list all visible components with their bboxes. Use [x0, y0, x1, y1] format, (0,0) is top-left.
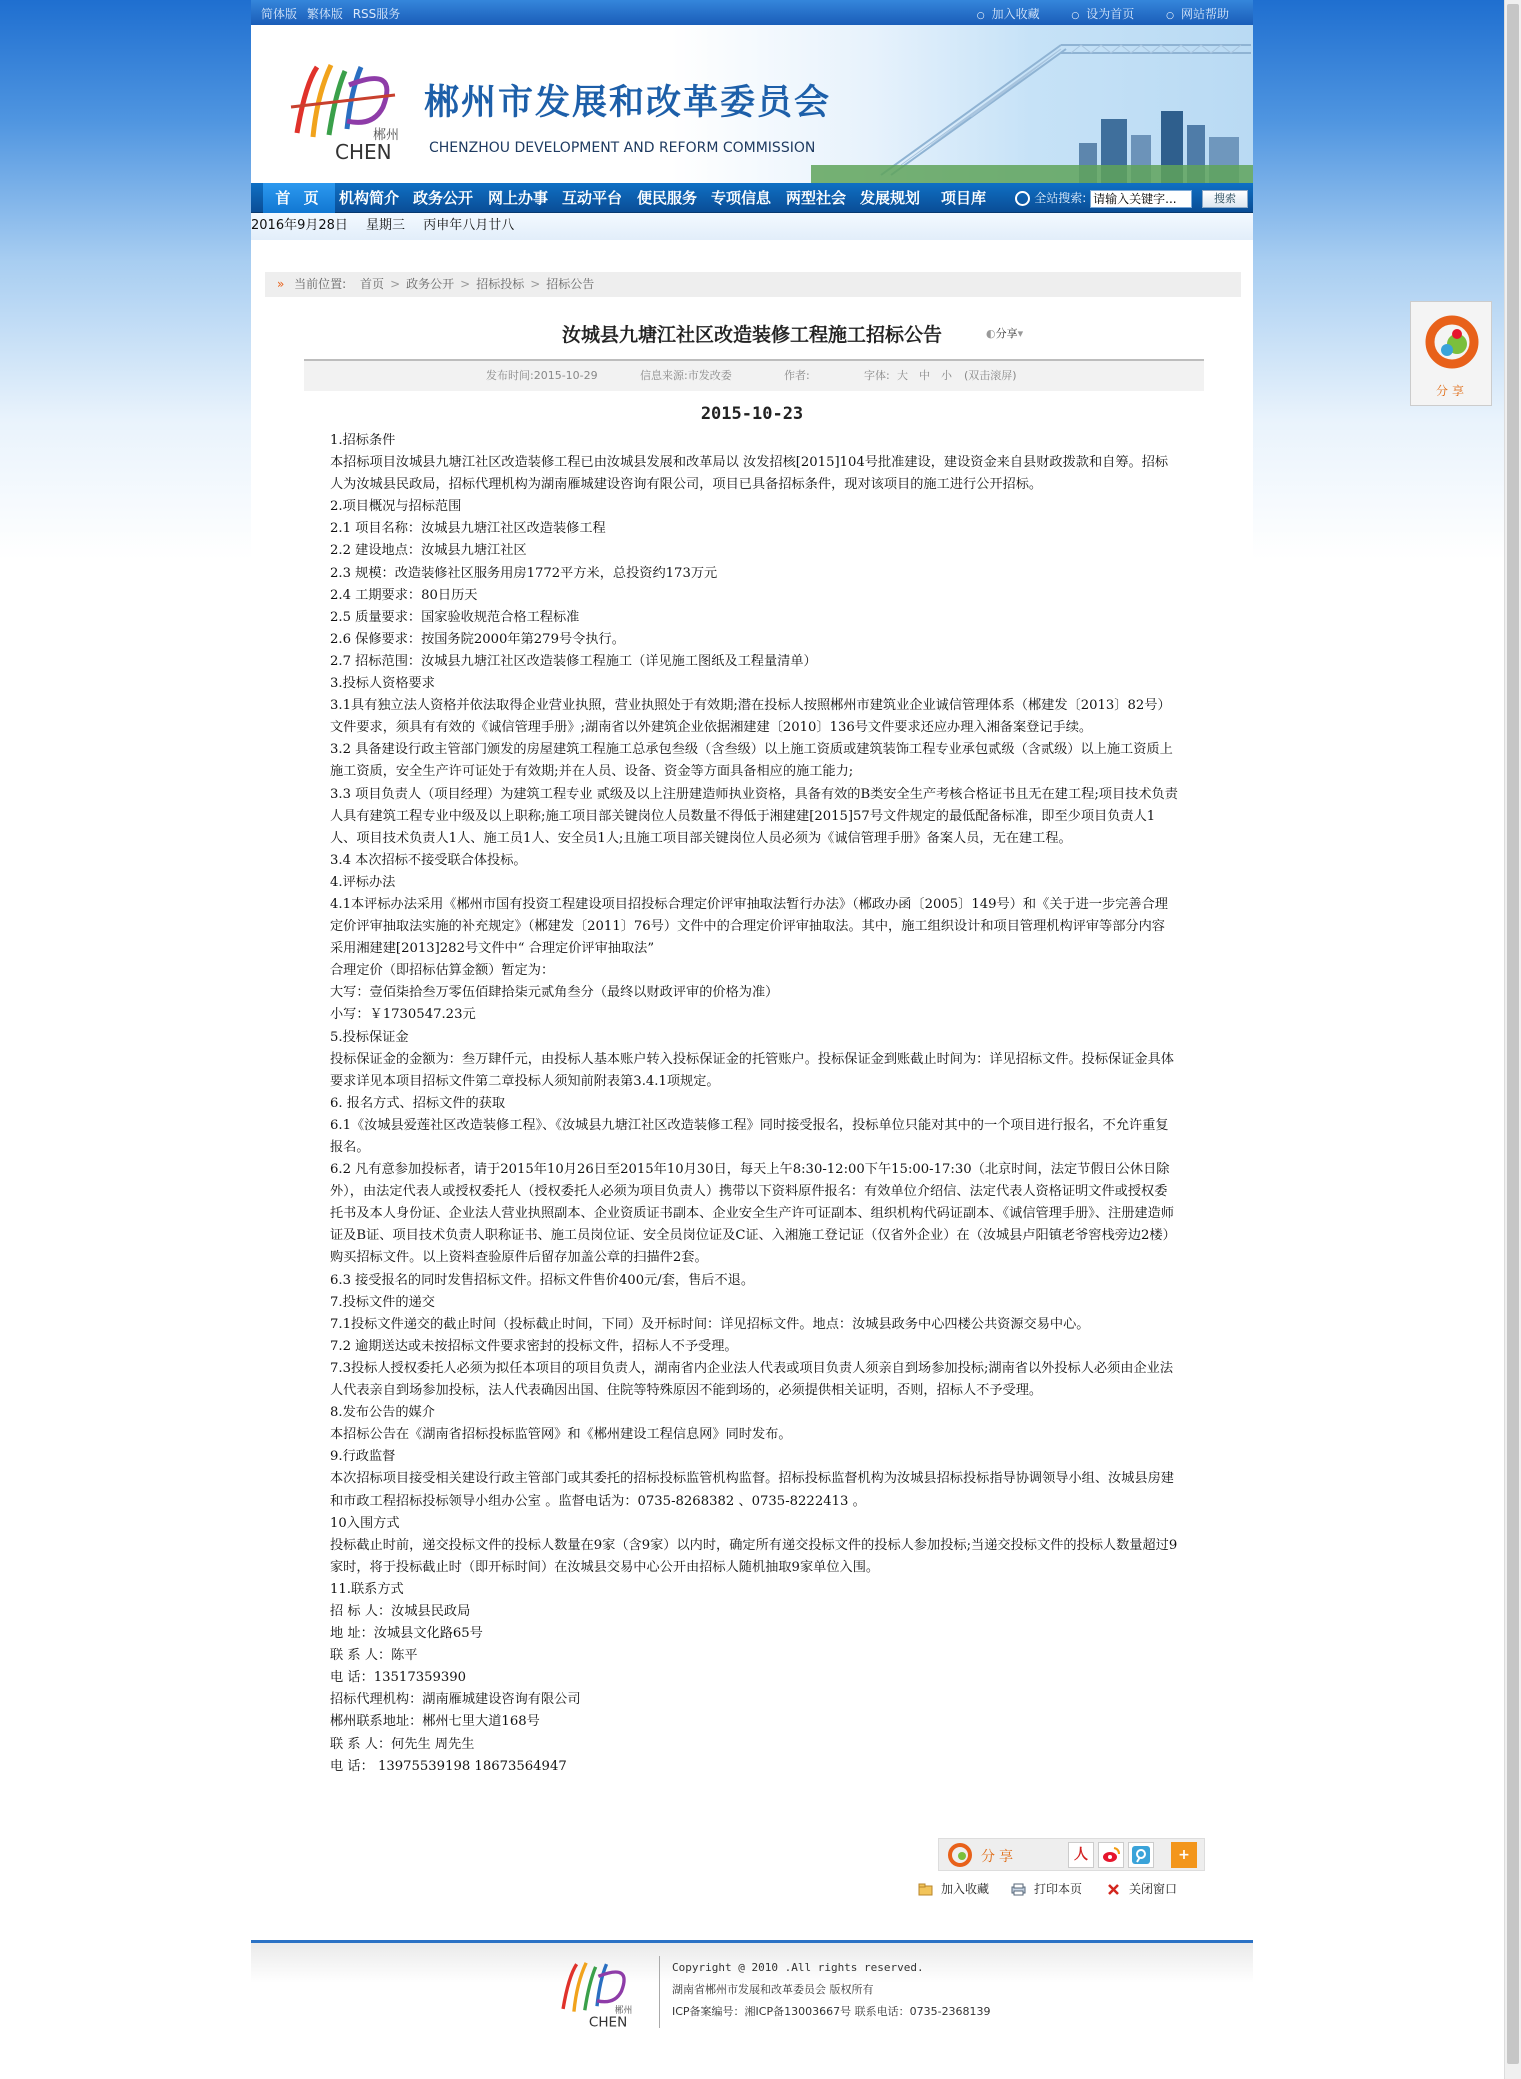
nav-item-public-service[interactable]: 便民服务 — [637, 189, 698, 207]
share-bar — [938, 1838, 1205, 1871]
logo-text-en: CHEN — [335, 140, 392, 164]
share-logo-icon — [947, 1842, 973, 1868]
date-bar — [251, 213, 1253, 240]
renren-icon[interactable]: 人 — [1068, 1842, 1094, 1868]
article-paragraph: 2.1 项目名称：汝城县九塘江社区改造装修工程 — [330, 521, 606, 537]
share-small-icon: ◐ — [986, 327, 996, 340]
footer-divider — [659, 1956, 660, 2028]
nav-item-online-services[interactable]: 网上办事 — [488, 189, 549, 207]
author: 作者: — [784, 369, 810, 382]
scroll-hint: (双击滚屏) — [964, 369, 1017, 382]
font-medium-button[interactable]: 中 — [919, 369, 930, 382]
title-share-button[interactable] — [986, 325, 1023, 341]
breadcrumb-separator-icon: > — [390, 277, 401, 291]
main-nav — [251, 183, 1253, 213]
info-source: 信息来源:市发改委 — [640, 369, 732, 382]
bookmark-action-label: 加入收藏 — [941, 1882, 990, 1896]
breadcrumb — [265, 272, 1241, 297]
article-paragraph: 本招标项目汝城县九塘江社区改造装修工程已由汝城县发展和改革局以 汝发招核[2015]104号批准建设，建设资金来自县财政拨款和自筹。招标人为汝城县民政局，招标代理机构为湖南雁城建设咨询有限公司，项目已具备招标条件，现对该项目的施工进行公开招标。 — [330, 455, 1169, 493]
article-paragraph: 合理定价（即招标估算金额）暂定为： — [330, 963, 555, 979]
article-paragraph: 小写：￥1730547.23元 — [330, 1007, 476, 1023]
breadcrumb-gov-affairs[interactable]: 政务公开 — [406, 277, 455, 291]
floating-share-label: 分享 — [1435, 384, 1468, 398]
article-meta — [304, 361, 1204, 391]
article-paragraph: 2.项目概况与招标范围 — [330, 499, 462, 515]
page-scrollbar[interactable] — [1504, 0, 1521, 2079]
share-small-label: 分享 — [995, 327, 1018, 340]
weibo-icon[interactable] — [1098, 1842, 1124, 1868]
article-paragraph: 7.2 逾期送达或未按招标文件要求密封的投标文件，招标人不予受理。 — [330, 1338, 738, 1354]
top-links-right — [949, 5, 1229, 22]
print-action-label: 打印本页 — [1034, 1882, 1083, 1896]
article-paragraph: 10入围方式 — [330, 1515, 400, 1531]
article-paragraph: 9.行政监督 — [330, 1449, 396, 1465]
article-paragraph: 招 标 人：汝城县民政局 — [330, 1603, 471, 1619]
article-body — [330, 430, 1178, 1778]
article-paragraph: 5.投标保证金 — [330, 1029, 409, 1045]
lunar-date: 丙申年八月廿八 — [423, 218, 515, 233]
breadcrumb-bid-notice[interactable]: 招标公告 — [546, 277, 595, 291]
article-paragraph: 7.1投标文件递交的截止时间（投标截止时间，下同）及开标时间：详见招标文件。地点：汝城县政务中心四楼公共资源交易中心。 — [330, 1316, 1090, 1332]
article-paragraph: 2.3 规模：改造装修社区服务用房1772平方米，总投资约173万元 — [330, 565, 718, 581]
scrollbar-thumb[interactable] — [1507, 4, 1519, 2064]
current-weekday: 星期三 — [366, 218, 406, 233]
article-paragraph: 投标保证金的金额为：叁万肆仟元，由投标人基本账户转入投标保证金的托管账户。投标保证金到账截止时间为：详见招标文件。投标保证金具体要求详见本项目招标文件第二章投标人须知前附表第3.4.1项规定。 — [330, 1051, 1174, 1089]
set-home-link[interactable]: ○ 设为首页 — [1071, 7, 1134, 21]
header-banner — [251, 25, 1253, 183]
traditional-link[interactable]: 繁体版 — [306, 7, 343, 21]
nav-item-two-oriented[interactable]: 两型社会 — [786, 189, 847, 207]
breadcrumb-arrow-icon: » — [277, 277, 285, 291]
article-paragraph: 3.投标人资格要求 — [330, 676, 435, 692]
breadcrumb-bidding[interactable]: 招标投标 — [476, 277, 525, 291]
article-paragraph: 2.2 建设地点：汝城县九塘江社区 — [330, 543, 527, 559]
font-small-button[interactable]: 小 — [941, 369, 952, 382]
article-paragraph: 3.1具有独立法人资格并依法取得企业营业执照，营业执照处于有效期;潜在投标人按照郴州市建筑业企业诚信管理体系（郴建发〔2013〕82号）文件要求，须具有有效的《诚信管理手册》;湖南省以外建筑企业依据湘建建〔2010〕136号文件要求还应办理入湘备案登记手续。 — [330, 698, 1171, 736]
search-input[interactable] — [1090, 190, 1192, 208]
bookmark-link[interactable]: ○ 加入收藏 — [977, 7, 1040, 21]
nav-item-special-info[interactable]: 专项信息 — [711, 189, 772, 207]
article-paragraph: 3.4 本次招标不接受联合体投标。 — [330, 852, 527, 868]
footer — [251, 1940, 1253, 2079]
nav-item-planning[interactable]: 发展规划 — [860, 189, 921, 207]
article-paragraph: 电 话：13517359390 — [330, 1670, 467, 1686]
article-paragraph: 大写：壹佰柒拾叁万零伍佰肆拾柒元贰角叁分（最终以财政评审的价格为准） — [330, 985, 779, 1001]
article-paragraph: 本招标公告在《湖南省招标投标监管网》和《郴州建设工程信息网》同时发布。 — [330, 1427, 792, 1443]
article-paragraph: 地 址：汝城县文化路65号 — [330, 1626, 483, 1642]
article-paragraph: 3.2 具备建设行政主管部门颁发的房屋建筑工程施工总承包叁级（含叁级）以上施工资质或建筑装饰工程专业承包贰级（含贰级）以上施工资质上施工资质，安全生产许可证处于有效期;并在人员、设备、资金等方面具备相应的施工能力; — [330, 742, 1173, 780]
breadcrumb-separator-icon: > — [460, 277, 471, 291]
article-paragraph: 联 系 人：何先生 周先生 — [330, 1736, 475, 1752]
footer-icp: ICP备案编号：湘ICP备13003667号 联系电话：0735-2368139 — [672, 2005, 991, 2018]
footer-logo — [556, 1956, 638, 2032]
breadcrumb-label: 当前位置: — [294, 277, 347, 291]
help-link[interactable]: ○ 网站帮助 — [1166, 7, 1229, 21]
font-large-button[interactable]: 大 — [897, 369, 908, 382]
current-date: 2016年9月28日 — [251, 218, 348, 233]
article-paragraph: 2.6 保修要求：按国务院2000年第279号令执行。 — [330, 631, 625, 647]
article-paragraph: 6.3 接受报名的同时发售招标文件。招标文件售价400元/套，售后不退。 — [330, 1272, 755, 1288]
article-paragraph: 6.2 凡有意参加投标者，请于2015年10月26日至2015年10月30日，每天上午8:30-12:00下午15:00-17:30（北京时间，法定节假日公休日除外），由法定代表人或授权委托人（授权委托人必须为项目负责人）携带以下资料原件报名：有效单位介绍信、法定代表人资格证明文件或授权委托书及本人身份证、企业法人营业执照副本、企业资质证书副本、企业安全生产许可证副本、组织机构代码证副本、《诚信管理手册》、注册建造师证及B证、项目技术负责人职称证书、施工员岗位证、安全员岗位证及C证、入湘施工登记证（仅省外企业）在（汝城县卢阳镇老爷窖栈旁边2楼）购买招标文件。以上资料查验原件后留存加盖公章的扫描件2套。 — [330, 1162, 1176, 1266]
nav-item-project-db[interactable]: 项目库 — [941, 189, 987, 207]
search-button[interactable]: 搜索 — [1202, 190, 1248, 208]
bookmark-icon — [918, 1883, 933, 1896]
article-paragraph: 2.4 工期要求：80日历天 — [330, 587, 478, 603]
search-icon — [1015, 191, 1030, 206]
more-icon[interactable]: + — [1171, 1842, 1197, 1868]
publish-time: 发布时间:2015-10-29 — [486, 369, 598, 382]
article-paragraph: 本次招标项目接受相关建设行政主管部门或其委托的招标投标监管机构监督。招标投标监督机构为汝城县招标投标指导协调领导小组、汝城县房建和市政工程招标投标领导小组办公室 。监督电话为：0735-8268382 、0735-8222413 。 — [330, 1471, 1174, 1509]
close-icon — [1106, 1883, 1121, 1896]
top-bar — [251, 0, 1253, 25]
site-title: 郴州市发展和改革委员会 — [424, 82, 832, 123]
article-paragraph: 6.1《汝城县爱莲社区改造装修工程》、《汝城县九塘江社区改造装修工程》同时接受报名，投标单位只能对其中的一个项目进行报名，不允许重复报名。 — [330, 1117, 1169, 1155]
site-subtitle: CHENZHOU DEVELOPMENT AND REFORM COMMISSION — [429, 140, 816, 156]
article-paragraph: 3.3 项目负责人（项目经理）为建筑工程专业 贰级及以上注册建造师执业资格，具备有效的B类安全生产考核合格证书且无在建工程;项目技术负责人具有建筑工程专业中级及以上职称;施工项目部关键岗位人员数量不得低于湘建建[2015]57号文件规定的最低配备标准，即至少项目负责人1人、项目技术负责人1人、施工员1人、安全员1人;且施工项目部关键岗位人员必须为《诚信管理手册》备案人员，无在建工程。 — [330, 786, 1178, 846]
article-paragraph: 7.投标文件的递交 — [330, 1294, 435, 1310]
footer-owner: 湖南省郴州市发展和改革委员会 版权所有 — [672, 1983, 874, 1996]
article-paragraph: 2.7 招标范围：汝城县九塘江社区改造装修工程施工（详见施工图纸及工程量清单） — [330, 653, 817, 669]
article-paragraph: 8.发布公告的媒介 — [330, 1405, 435, 1421]
footer-text — [672, 1957, 991, 2023]
article-paragraph: 2.5 质量要求：国家验收规范合格工程标准 — [330, 609, 580, 625]
article-paragraph: 电 话： 13975539198 18673564947 — [330, 1758, 567, 1774]
close-action-label: 关闭窗口 — [1129, 1882, 1178, 1896]
close-action[interactable] — [1106, 1880, 1177, 1897]
top-links-left — [261, 5, 406, 22]
footer-copyright: Copyright @ 2010 .All rights reserved. — [672, 1961, 924, 1974]
article-paragraph: 7.3投标人授权委托人必须为拟任本项目的项目负责人，湖南省内企业法人代表或项目负责人须亲自到场参加投标;湖南省以外投标人必须由企业法人代表亲自到场参加投标，法人代表确因出国、住院等特殊原因不能到场的，必须提供相关证明，否则，招标人不予受理。 — [330, 1360, 1174, 1399]
font-size-label: 字体: — [864, 369, 890, 382]
nav-item-gov-affairs[interactable]: 政务公开 — [413, 189, 474, 207]
article-paragraph: 郴州联系地址：郴州七里大道168号 — [330, 1714, 540, 1730]
tencent-weibo-icon[interactable] — [1128, 1842, 1154, 1868]
chevron-down-icon: ▾ — [1017, 327, 1024, 340]
article-date-heading: 2015-10-23 — [700, 404, 804, 424]
simplified-link[interactable]: 简体版 — [261, 7, 298, 21]
nav-home[interactable]: 首 页 — [263, 183, 335, 213]
floating-share-button[interactable] — [1410, 301, 1492, 406]
crane-skyline-image — [811, 25, 1253, 183]
article-paragraph: 招标代理机构：湖南雁城建设咨询有限公司 — [330, 1692, 581, 1708]
nav-item-interaction[interactable]: 互动平台 — [562, 189, 623, 207]
article-paragraph: 联 系 人：陈平 — [330, 1648, 418, 1664]
search-label: 全站搜索: — [1034, 191, 1087, 205]
site-search — [1015, 189, 1248, 208]
print-action[interactable] — [1011, 1880, 1082, 1897]
article-paragraph: 投标截止时前，递交投标文件的投标人数量在9家（含9家）以内时，确定所有递交投标文件的投标人参加投标;当递交投标文件的投标人数量超过9家时，将于投标截止时（即开标时间）在汝城县交易中心公开由招标人随机抽取9家单位入围。 — [330, 1537, 1178, 1575]
page-container — [251, 0, 1253, 2079]
article-paragraph: 4.评标办法 — [330, 874, 396, 890]
article-paragraph: 11.联系方式 — [330, 1581, 404, 1597]
breadcrumb-separator-icon: > — [530, 277, 541, 291]
footer-logo-text-cn: 郴州 — [614, 2006, 633, 2016]
floating-share-icon — [1423, 308, 1481, 378]
article-paragraph: 4.1本评标办法采用《郴州市国有投资工程建设项目招投标合理定价评审抽取法暂行办法》（郴政办函〔2005〕149号）和《关于进一步完善合理定价评审抽取法实施的补充规定》（郴建发〔2011〕76号）文件中的合理定价评审抽取法。其中，施工组织设计和项目管理机构评审等部分内容采用湘建建[2013]282号文件中“ 合理定价评审抽取法” — [330, 896, 1168, 957]
share-label[interactable]: 分享 — [981, 1849, 1017, 1865]
site-logo[interactable] — [287, 55, 407, 167]
article-paragraph: 6. 报名方式、招标文件的获取 — [330, 1095, 506, 1111]
breadcrumb-home[interactable]: 首页 — [360, 277, 385, 291]
article-paragraph: 1.招标条件 — [330, 433, 396, 448]
print-icon — [1011, 1883, 1026, 1896]
rss-link[interactable]: RSS服务 — [352, 7, 401, 21]
bookmark-action[interactable] — [918, 1880, 989, 1897]
footer-logo-text-en: CHEN — [588, 2014, 628, 2031]
logo-text-cn: 郴州 — [373, 128, 400, 143]
nav-item-about[interactable]: 机构简介 — [339, 189, 400, 207]
article-title: 汝城县九塘江社区改造装修工程施工招标公告 — [561, 324, 942, 346]
